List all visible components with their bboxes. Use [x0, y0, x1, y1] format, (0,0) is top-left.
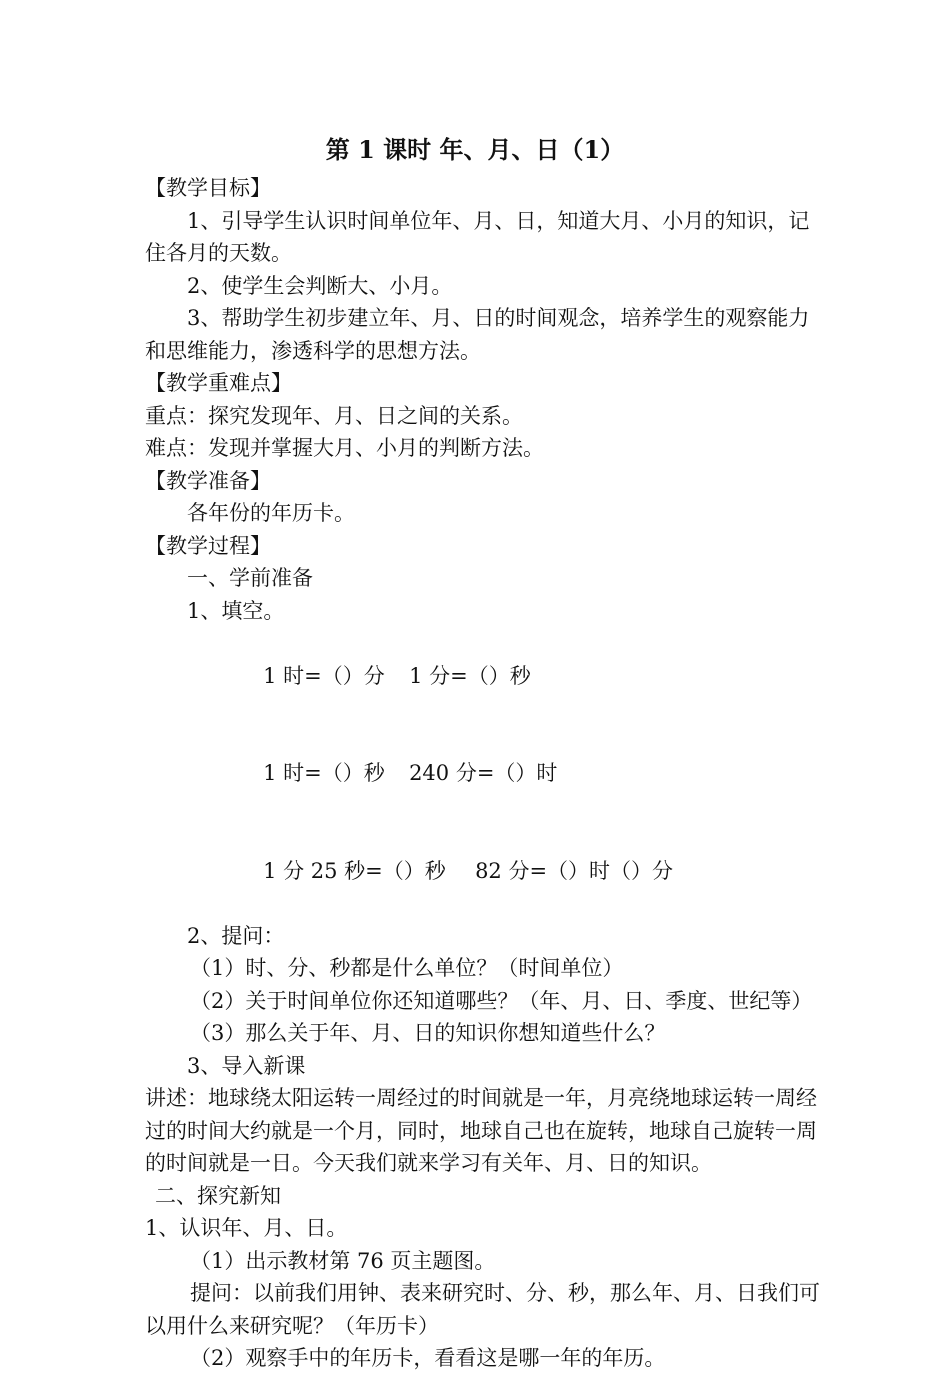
learn-heading: 1、认识年、月、日。	[145, 1216, 348, 1240]
question-2: （2）关于时间单位你还知道哪些？（年、月、日、季度、世纪等）	[190, 988, 813, 1013]
page-title: 第 1 课时 年、月、日（1）	[325, 135, 625, 164]
prep-text: 各年份的年历卡。	[187, 501, 355, 525]
goal-heading: 【教学目标】	[145, 176, 271, 200]
narration: 讲述：地球绕太阳运转一周经过的时间就是一年，月亮绕地球运转一周经过的时间大约就是一个月，同时，地球自己也在旋转，地球自己旋转一周的时间就是一日。今天我们就来学习有关年、月、日的知识。	[145, 1086, 817, 1175]
teacher-question: 提问：以前我们用钟、表来研究时、分、秒，那么年、月、日我们可以用什么来研究呢？（年历卡）	[145, 1281, 820, 1338]
goal-item-3: 3、帮助学生初步建立年、月、日的时间观念，培养学生的观察能力和思维能力，渗透科学的思想方法。	[145, 306, 810, 363]
fill-row-2	[145, 725, 825, 823]
intro-heading: 3、导入新课	[187, 1053, 306, 1078]
fill-row-3	[145, 822, 825, 920]
fill-item: 1 时=（）分	[263, 663, 385, 688]
key-heading: 【教学重难点】	[145, 371, 292, 395]
document-body	[145, 172, 825, 1375]
part2-heading: 二、探究新知	[155, 1183, 281, 1208]
goal-item-2: 2、使学生会判断大、小月。	[187, 273, 453, 298]
fill-item: 1 分=（）秒	[409, 663, 531, 688]
process-heading: 【教学过程】	[145, 533, 271, 558]
question-1: （1）时、分、秒都是什么单位？（时间单位）	[190, 956, 624, 980]
difficult-point: 难点：发现并掌握大月、小月的判断方法。	[145, 436, 544, 460]
fill-item: 1 分 25 秒=（）秒	[263, 858, 446, 883]
goal-item-1: 1、引导学生认识时间单位年、月、日，知道大月、小月的知识，记住各月的天数。	[145, 208, 810, 265]
fill-item: 240 分=（）时	[409, 761, 558, 785]
ask-heading: 2、提问：	[187, 923, 285, 948]
step-2: （2）观察手中的年历卡，看看这是哪一年的年历。	[190, 1346, 666, 1370]
question-3: （3）那么关于年、月、日的知识你想知道些什么？	[190, 1021, 666, 1045]
step-1: （1）出示教材第 76 页主题图。	[190, 1248, 496, 1273]
prep-heading: 【教学准备】	[145, 468, 271, 493]
fill-row-1	[145, 627, 825, 725]
part1-heading: 一、学前准备	[187, 566, 313, 590]
fill-item: 1 时=（）秒	[263, 761, 385, 785]
fill-item: 82 分=（）时（）分	[475, 858, 674, 883]
key-point: 重点：探究发现年、月、日之间的关系。	[145, 403, 523, 428]
fill-blank-heading: 1、填空。	[187, 598, 285, 623]
